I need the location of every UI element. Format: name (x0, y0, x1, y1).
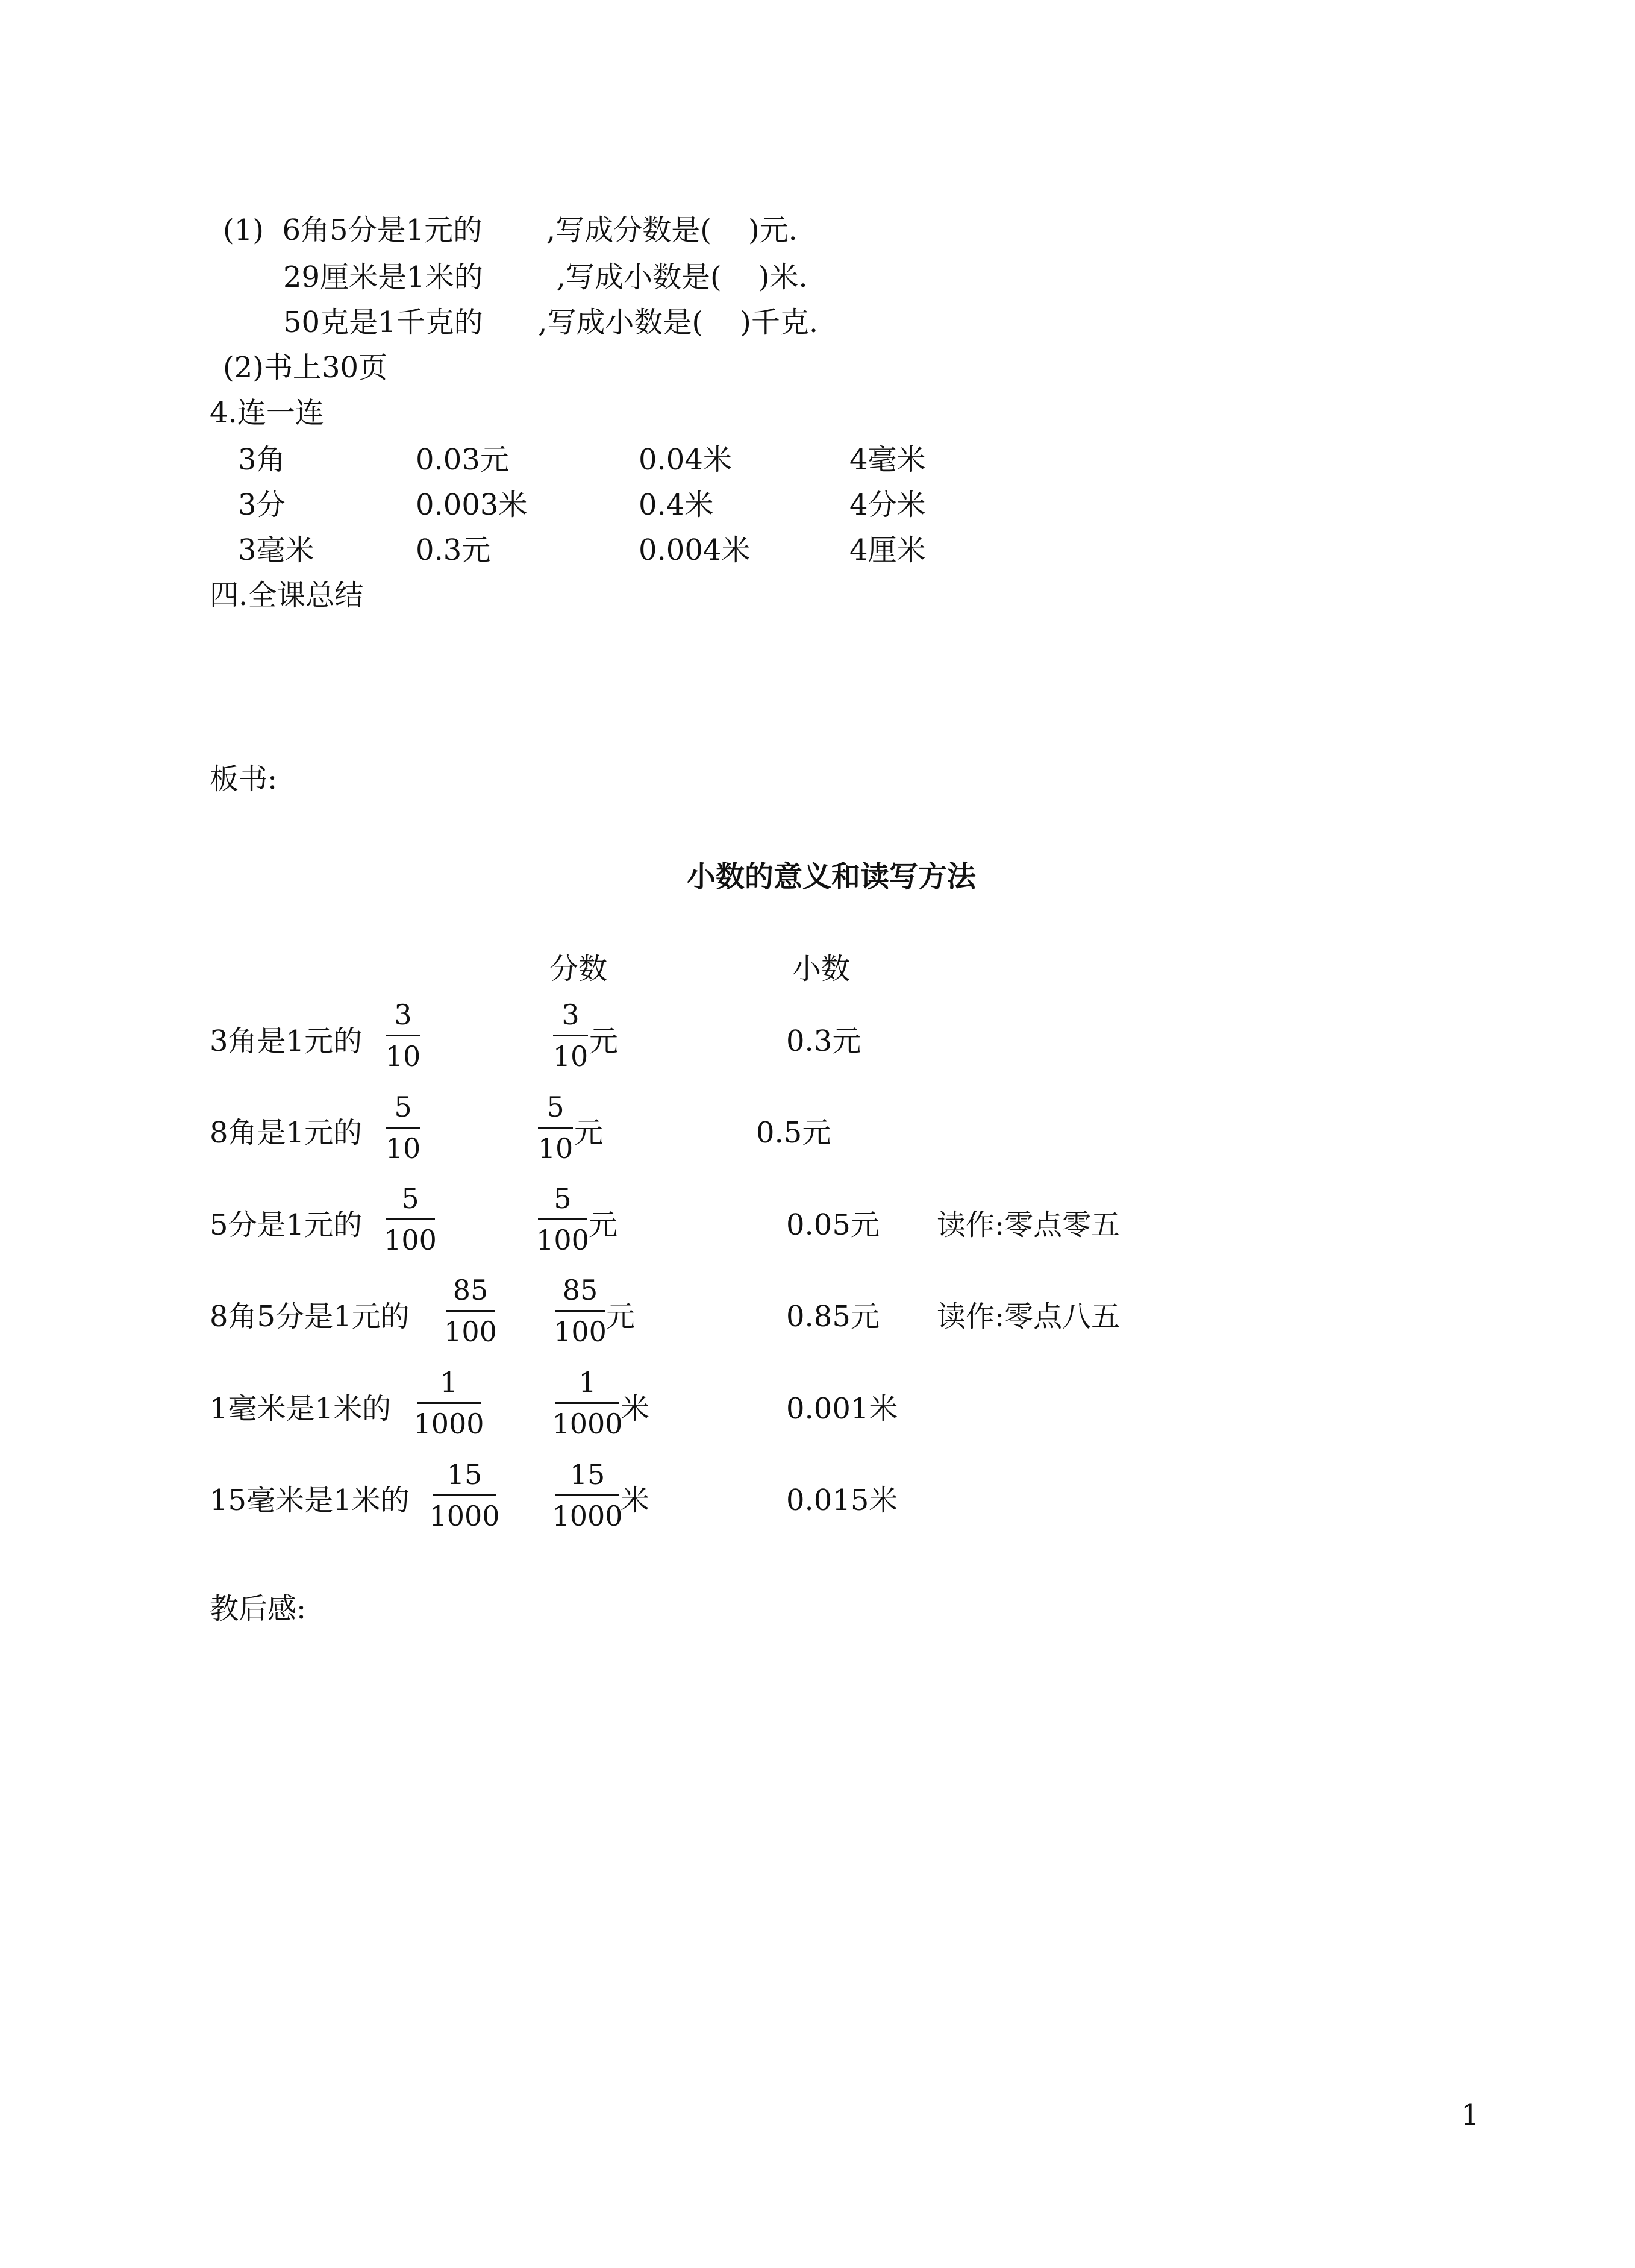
row-fraction (429, 1457, 500, 1533)
denominator: 10 (385, 1132, 421, 1165)
column-header-fraction: 分数 (549, 952, 608, 986)
exercise-1-line-3: 50克是1千克的 ,写成小数是( )千克. (283, 305, 819, 339)
fraction-bar (538, 1218, 587, 1220)
denominator: 100 (444, 1315, 497, 1348)
row-fraction (386, 1089, 420, 1166)
connect-cell: 4分米 (849, 488, 926, 522)
decimal-value: 0.5元 (756, 1116, 831, 1150)
denominator: 1000 (413, 1408, 484, 1440)
denominator: 10 (552, 1040, 589, 1073)
connect-heading: 4.连一连 (210, 396, 324, 430)
fraction-bar (446, 1310, 495, 1312)
numerator: 1 (578, 1366, 596, 1399)
exercise-2-line: (2)书上30页 (223, 351, 388, 384)
board-title: 小数的意义和读写方法 (687, 860, 977, 894)
decimal-value: 0.001米 (786, 1392, 898, 1426)
fraction-bar (555, 1310, 605, 1312)
connect-cell: 0.03元 (416, 443, 509, 477)
connect-cell: 0.04米 (639, 443, 732, 477)
numerator: 85 (562, 1274, 598, 1306)
fraction-unit: 元 (574, 1116, 604, 1150)
decimal-value: 0.3元 (786, 1024, 861, 1058)
fraction-bar (433, 1494, 496, 1496)
row-prefix: 5分是1元的 (210, 1208, 363, 1242)
row-prefix: 1毫米是1米的 (210, 1392, 392, 1426)
fraction-bar (386, 1218, 435, 1220)
row-fraction (446, 1273, 495, 1349)
numerator: 15 (569, 1458, 605, 1491)
reading-text: 读作:零点八五 (937, 1300, 1121, 1333)
numerator: 15 (446, 1458, 483, 1491)
fraction-unit: 元 (589, 1208, 618, 1242)
connect-cell: 3角 (238, 443, 286, 477)
fraction-bar (555, 1402, 619, 1404)
fraction-value (552, 1457, 623, 1533)
fraction-bar (553, 1035, 588, 1036)
numerator: 1 (440, 1366, 458, 1399)
denominator: 100 (384, 1224, 437, 1256)
row-fraction (386, 1181, 435, 1258)
numerator: 5 (394, 1091, 412, 1123)
connect-cell: 0.3元 (416, 533, 491, 567)
fraction-value (538, 1181, 587, 1258)
decimal-value: 0.015米 (786, 1483, 898, 1517)
denominator: 1000 (552, 1500, 623, 1532)
denominator: 1000 (429, 1500, 500, 1532)
fraction-bar (386, 1035, 420, 1036)
fraction-bar (417, 1402, 481, 1404)
fraction-unit: 米 (621, 1392, 650, 1426)
connect-cell: 4厘米 (849, 533, 926, 567)
fraction-unit: 米 (621, 1483, 650, 1517)
fraction-unit: 元 (589, 1024, 619, 1058)
connect-cell: 0.4米 (639, 488, 714, 522)
row-prefix: 8角5分是1元的 (210, 1300, 410, 1333)
reading-text: 读作:零点零五 (937, 1208, 1121, 1242)
numerator: 85 (452, 1274, 489, 1306)
decimal-value: 0.05元 (786, 1208, 880, 1242)
numerator: 3 (561, 998, 580, 1031)
fraction-bar (386, 1127, 420, 1129)
denominator: 100 (536, 1224, 589, 1256)
fraction-value (555, 1273, 605, 1349)
row-fraction (386, 997, 420, 1074)
numerator: 5 (401, 1182, 419, 1215)
numerator: 3 (394, 998, 412, 1031)
row-prefix: 3角是1元的 (210, 1024, 363, 1058)
denominator: 10 (385, 1040, 421, 1073)
connect-cell: 4毫米 (849, 443, 926, 477)
fraction-bar (555, 1494, 619, 1496)
denominator: 10 (537, 1132, 574, 1165)
summary-heading: 四.全课总结 (210, 578, 364, 612)
denominator: 1000 (552, 1408, 623, 1440)
numerator: 5 (546, 1091, 564, 1123)
afterword-label: 教后感: (210, 1592, 307, 1626)
board-label: 板书: (210, 762, 278, 796)
exercise-1-line-2: 29厘米是1米的 ,写成小数是( )米. (283, 260, 808, 294)
row-fraction (413, 1365, 484, 1441)
exercise-1-line-1: (1) 6角5分是1元的 ,写成分数是( )元. (223, 213, 798, 247)
fraction-value (552, 1365, 623, 1441)
column-header-decimal: 小数 (792, 952, 851, 986)
row-prefix: 8角是1元的 (210, 1116, 363, 1150)
fraction-bar (538, 1127, 573, 1129)
fraction-value (538, 1089, 573, 1166)
connect-cell: 0.003米 (416, 488, 528, 522)
row-prefix: 15毫米是1米的 (210, 1483, 410, 1517)
denominator: 100 (554, 1315, 607, 1348)
fraction-unit: 元 (606, 1300, 636, 1333)
decimal-value: 0.85元 (786, 1300, 880, 1333)
numerator: 5 (554, 1182, 572, 1215)
fraction-value (553, 997, 588, 1074)
connect-cell: 3毫米 (238, 533, 314, 567)
connect-cell: 0.004米 (639, 533, 751, 567)
page-number: 1 (1461, 2098, 1480, 2132)
connect-cell: 3分 (238, 488, 286, 522)
